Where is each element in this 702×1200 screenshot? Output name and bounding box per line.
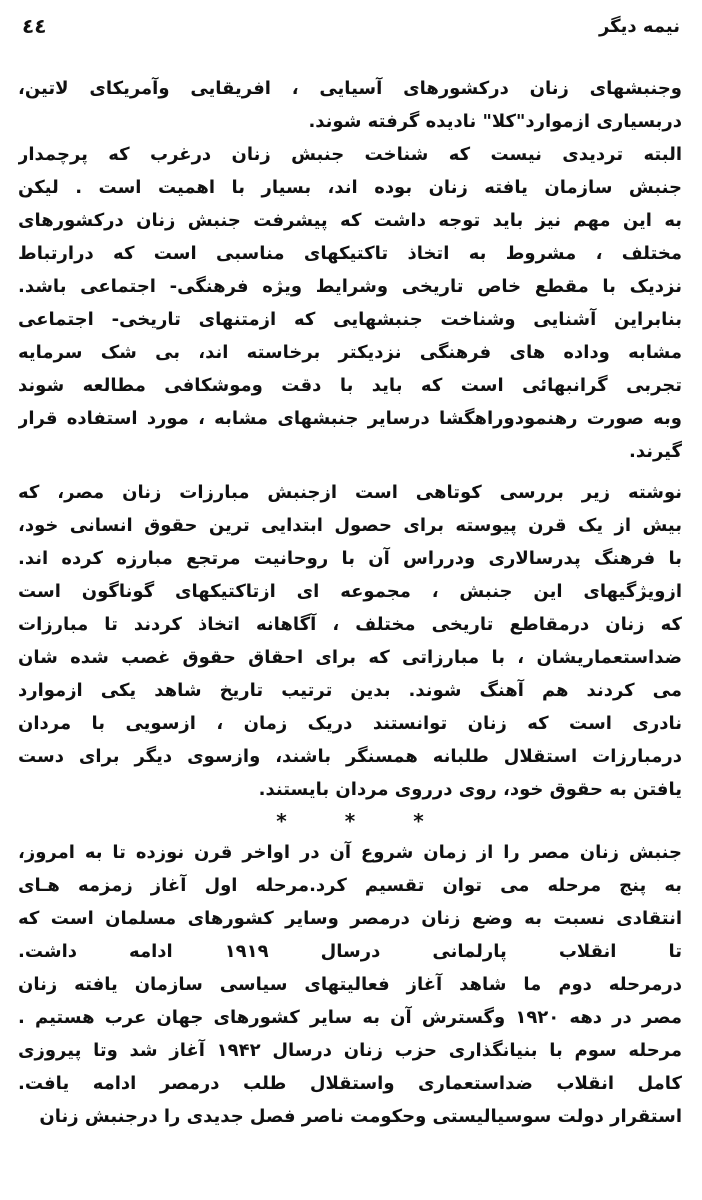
text-line: ضداستعماریشان ، با مبارزاتی که برای احقاق حقوق غصب شده شان [18, 647, 682, 668]
text-line: درمبارزات استقلال طلبانه همسنگر باشند، وازسوی دیگر برای دست [18, 746, 682, 767]
text-line: وجنبشهای زنان درکشورهای آسیایی ، افریقایی وآمریکای لاتین، [18, 78, 682, 99]
text-line: یافتن به حقوق خود، روی درروی مردان بایستند. [258, 779, 682, 800]
text-line: دربسیاری ازموارد"کلا" نادیده گرفته شوند. [308, 111, 682, 132]
text-line: به این مهم نیز باید توجه داشت که پیشرفت جنبش زنان درکشورهای [18, 210, 682, 231]
text-line: انتقادی نسبت به وضع زنان درمصر وسایر کشورهای مسلمان است که [18, 908, 682, 929]
text-line: مختلف ، مشروط به اتخاذ تاکتیکهای مناسبی است که درارتباط [18, 243, 682, 264]
paragraph-gap [18, 468, 682, 476]
text-line: درمرحله دوم ما شاهد آغاز فعالیتهای سیاسی سازمان یافته زنان [18, 974, 682, 995]
text-line: تجربی گرانبهائی است که باید با دقت وموشکافی مطالعه شوند [18, 375, 682, 396]
text-line: ازویژگیهای این جنبش ، مجموعه ای ازتاکتیکهای گوناگون است [18, 581, 682, 602]
paragraph [18, 72, 682, 138]
paragraph [18, 138, 682, 468]
separator-star: * [413, 809, 424, 833]
text-line: می کردند هم آهنگ شوند. بدین ترتیب تاریخ شاهد یکی ازموارد [18, 680, 682, 701]
text-line: مشابه وداده های فرهنگی نزدیکتر برخاسته اند، بی شک سرمایه [18, 342, 682, 363]
text-line: که زنان درمقاطع تاریخی مختلف ، آگاهانه اتخاذ کردند تا مبارزات [18, 614, 682, 635]
text-line: وبه صورت رهنمودوراهگشا درسایر جنبشهای مشابه ، مورد استفاده قرار [18, 408, 682, 429]
separator-star: * [276, 809, 287, 833]
text-line: استقرار دولت سوسیالیستی وحکومت ناصر فصل جدیدی را درجنبش زنان [39, 1106, 682, 1127]
text-line: کامل انقلاب ضداستعماری واستقلال طلب درمصر ادامه یافت. [18, 1073, 682, 1094]
text-line: بیش از یک قرن پیوسته برای حصول ابتدایی ترین حقوق انسانی خود، [18, 515, 682, 536]
paragraph [18, 836, 682, 1133]
text-line: بنابراین آشنایی وشناخت جنبشهایی که ازمتنهای تاریخی- اجتماعی [18, 309, 682, 330]
text-line: البته تردیدی نیست که شناخت جنبش زنان درغرب که پرچمدار [18, 144, 682, 165]
text-line: نزدیک با مقطع خاص تاریخی وشرایط ویژه فرهنگی- اجتماعی باشد. [18, 276, 682, 297]
text-line: مرحله سوم با بنیانگذاری حزب زنان درسال ۱۹۴۲ آغاز شد وتا پیروزی [18, 1040, 682, 1061]
page-number: ٤٤ [22, 14, 47, 38]
text-line: نادری است که زنان توانستند دریک زمان ، ازسویی با مردان [18, 713, 682, 734]
body-text [18, 72, 682, 1133]
text-line: مصر در دهه ۱۹۲۰ وگسترش آن به سایر کشورهای جهان عرب هستیم . [18, 1007, 682, 1028]
separator-star: * [344, 809, 356, 833]
text-line: جنبش سازمان یافته زنان بوده اند، بسیار با اهمیت است . لیکن [18, 177, 682, 198]
text-line: تا انقلاب پارلمانی درسال ۱۹۱۹ ادامه داشت. [18, 941, 682, 962]
section-separator [18, 806, 682, 836]
page-header [22, 14, 680, 38]
text-line: به پنج مرحله می توان تقسیم کرد.مرحله اول آغاز زمزمه هـای [18, 875, 682, 896]
text-line: جنبش زنان مصر را از زمان شروع آن در اواخر قرن نوزده تا به امروز، [18, 842, 682, 863]
running-title: نیمه دیگر [598, 15, 680, 37]
text-line: با فرهنگ پدرسالاری ودرراس آن با روحانیت مرتجع مبارزه کرده اند. [18, 548, 682, 569]
text-line: نوشته زیر بررسی کوتاهی است ازجنبش مبارزات زنان مصر، که [18, 482, 682, 503]
text-line: گیرند. [628, 441, 682, 462]
paragraph [18, 476, 682, 806]
